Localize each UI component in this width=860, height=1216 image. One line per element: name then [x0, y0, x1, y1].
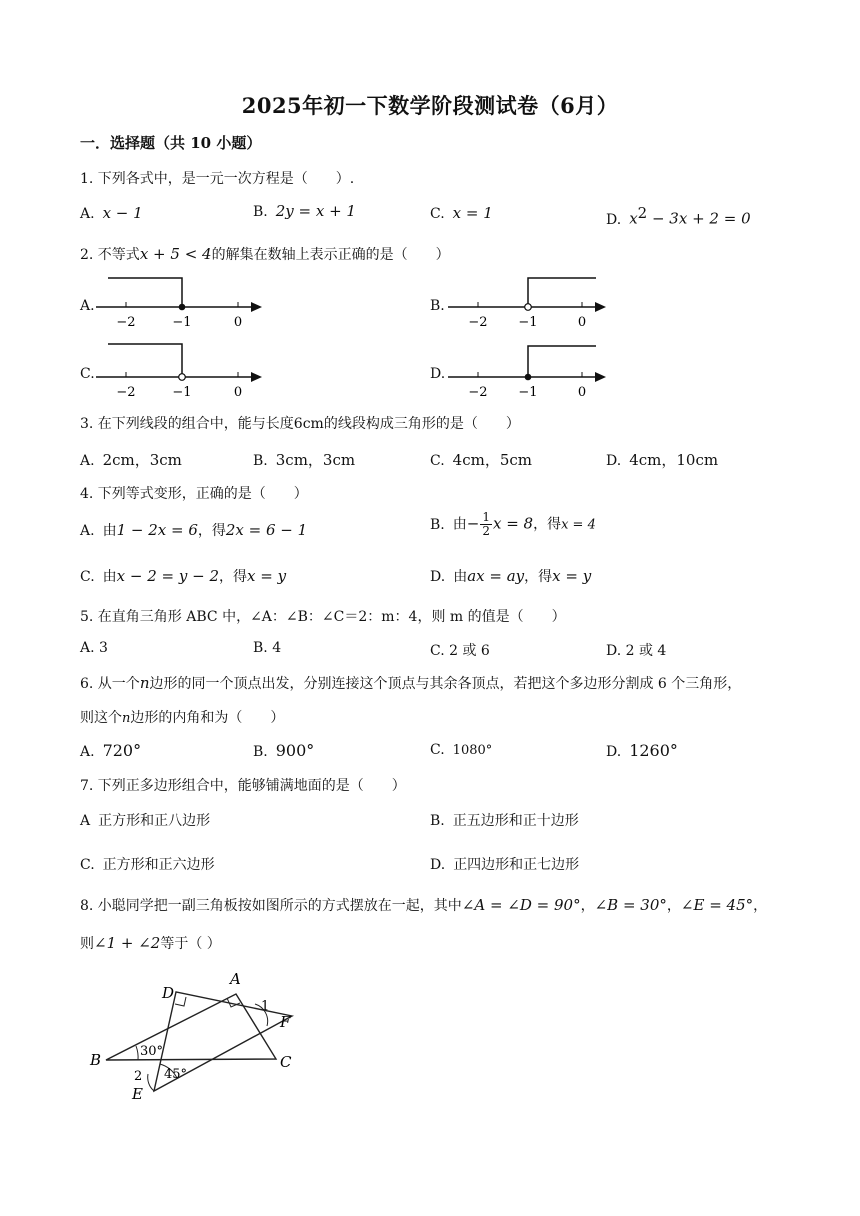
- q7-option-c[interactable]: C. 正方形和正六边形: [80, 857, 215, 873]
- section-heading: 一．选择题（共 10 小题）: [80, 134, 262, 152]
- triangle-figure: [84, 964, 314, 1104]
- q1-option-a[interactable]: A. x − 1: [80, 204, 143, 222]
- tick-label: −2: [116, 385, 136, 400]
- q6-option-b[interactable]: B. 900°: [253, 741, 315, 760]
- question-6-stem-line2: 则这个n边形的内角和为（ ）: [80, 710, 285, 726]
- q3-option-b[interactable]: B. 3cm，3cm: [253, 451, 356, 469]
- q4-option-d[interactable]: D. 由ax = ay，得x = y: [430, 567, 592, 585]
- q7-option-b[interactable]: B. 正五边形和正十边形: [430, 813, 579, 829]
- angle-30-arc: [136, 1046, 138, 1060]
- q4-option-a[interactable]: A. 由1 − 2x = 6，得2x = 6 − 1: [80, 521, 308, 539]
- q3-option-d[interactable]: D. 4cm，10cm: [606, 451, 719, 469]
- question-4-stem: 4. 下列等式变形，正确的是（ ）: [80, 486, 308, 502]
- question-2-stem: 2. 不等式x + 5 < 4的解集在数轴上表示正确的是（ ）: [80, 245, 450, 263]
- q2-option-b-label[interactable]: B.: [430, 298, 445, 314]
- question-6-stem-line1: 6. 从一个n边形的同一个顶点出发，分别连接这个顶点与其余各顶点，若把这个多边形分割成 6 个三角形，: [80, 674, 742, 692]
- label-f: F: [280, 1013, 291, 1031]
- question-8-stem-line2: 则∠1 + ∠2等于（ ）: [80, 934, 221, 952]
- q5-option-c[interactable]: C. 2 或 6: [430, 643, 490, 659]
- label-angle-2: 2: [134, 1069, 143, 1084]
- label-angle-1: 1: [261, 999, 270, 1014]
- q6-option-d[interactable]: D. 1260°: [606, 741, 678, 760]
- angle-2-arc: [148, 1074, 154, 1091]
- q2-option-d-numberline: [448, 340, 618, 400]
- q6-option-a[interactable]: A. 720°: [80, 741, 142, 760]
- question-5-stem: 5. 在直角三角形 ABC 中，∠A：∠B：∠C＝2：m：4，则 m 的值是（ ）: [80, 609, 566, 625]
- label-c: C: [280, 1053, 292, 1071]
- q7-option-d[interactable]: D. 正四边形和正七边形: [430, 857, 580, 873]
- q5-option-b[interactable]: B. 4: [253, 640, 282, 656]
- q2-option-a-label[interactable]: A.: [80, 298, 95, 314]
- page-title: 2025年初一下数学阶段测试卷（6月）: [241, 93, 619, 118]
- q4-option-b[interactable]: B. 由− $\frac{1}{2}$ x = 8，得x = 4: [430, 510, 596, 538]
- tick-label: −1: [518, 315, 538, 330]
- label-a: A: [230, 970, 241, 988]
- right-angle-a-mark: [227, 998, 240, 1007]
- triangle-abc: [106, 994, 276, 1060]
- tick-label: −2: [116, 315, 136, 330]
- question-3-stem: 3. 在下列线段的组合中，能与长度6cm的线段构成三角形的是（ ）: [80, 416, 520, 432]
- q3-option-c[interactable]: C. 4cm，5cm: [430, 451, 533, 469]
- label-e: E: [132, 1085, 143, 1103]
- tick-label: 0: [577, 385, 587, 400]
- q2-option-a-numberline: [96, 272, 266, 332]
- q1-option-b[interactable]: B. 2y = x + 1: [253, 202, 356, 220]
- tick-label: −1: [172, 385, 192, 400]
- question-1-stem: 1. 下列各式中，是一元一次方程是（ ）.: [80, 171, 355, 187]
- q2-option-d-label[interactable]: D.: [430, 366, 446, 382]
- label-angle-45: 45°: [164, 1067, 188, 1082]
- q5-option-d[interactable]: D. 2 或 4: [606, 643, 667, 659]
- q5-option-a[interactable]: A. 3: [80, 640, 108, 656]
- q2-option-c-label[interactable]: C.: [80, 366, 95, 382]
- tick-label: −2: [468, 385, 488, 400]
- tick-label: −1: [172, 315, 192, 330]
- tick-label: 0: [233, 385, 243, 400]
- question-8-stem-line1: 8. 小聪同学把一副三角板按如图所示的方式摆放在一起，其中∠A = ∠D = 90°，∠B = 30°，∠E = 45°，: [80, 896, 768, 914]
- tick-label: −2: [468, 315, 488, 330]
- question-7-stem: 7. 下列正多边形组合中，能够铺满地面的是（ ）: [80, 778, 406, 794]
- right-angle-d-mark: [175, 997, 186, 1006]
- tick-label: −1: [518, 385, 538, 400]
- q1-option-d[interactable]: D. $x^2 - 3x + 2 = 0$: [606, 204, 751, 228]
- q2-option-b-numberline: [448, 272, 618, 332]
- q7-option-a[interactable]: A 正方形和正八边形: [80, 813, 211, 829]
- label-b: B: [90, 1051, 102, 1069]
- q2-option-c-numberline: [96, 340, 266, 400]
- label-d: D: [162, 984, 175, 1002]
- q1-option-c[interactable]: C. x = 1: [430, 204, 493, 222]
- q4-option-c[interactable]: C. 由x − 2 = y − 2，得x = y: [80, 567, 287, 585]
- tick-label: 0: [577, 315, 587, 330]
- label-angle-30: 30°: [140, 1044, 164, 1059]
- q6-option-c[interactable]: C. 1080°: [430, 742, 493, 758]
- tick-label: 0: [233, 315, 243, 330]
- q3-option-a[interactable]: A. 2cm，3cm: [80, 451, 182, 469]
